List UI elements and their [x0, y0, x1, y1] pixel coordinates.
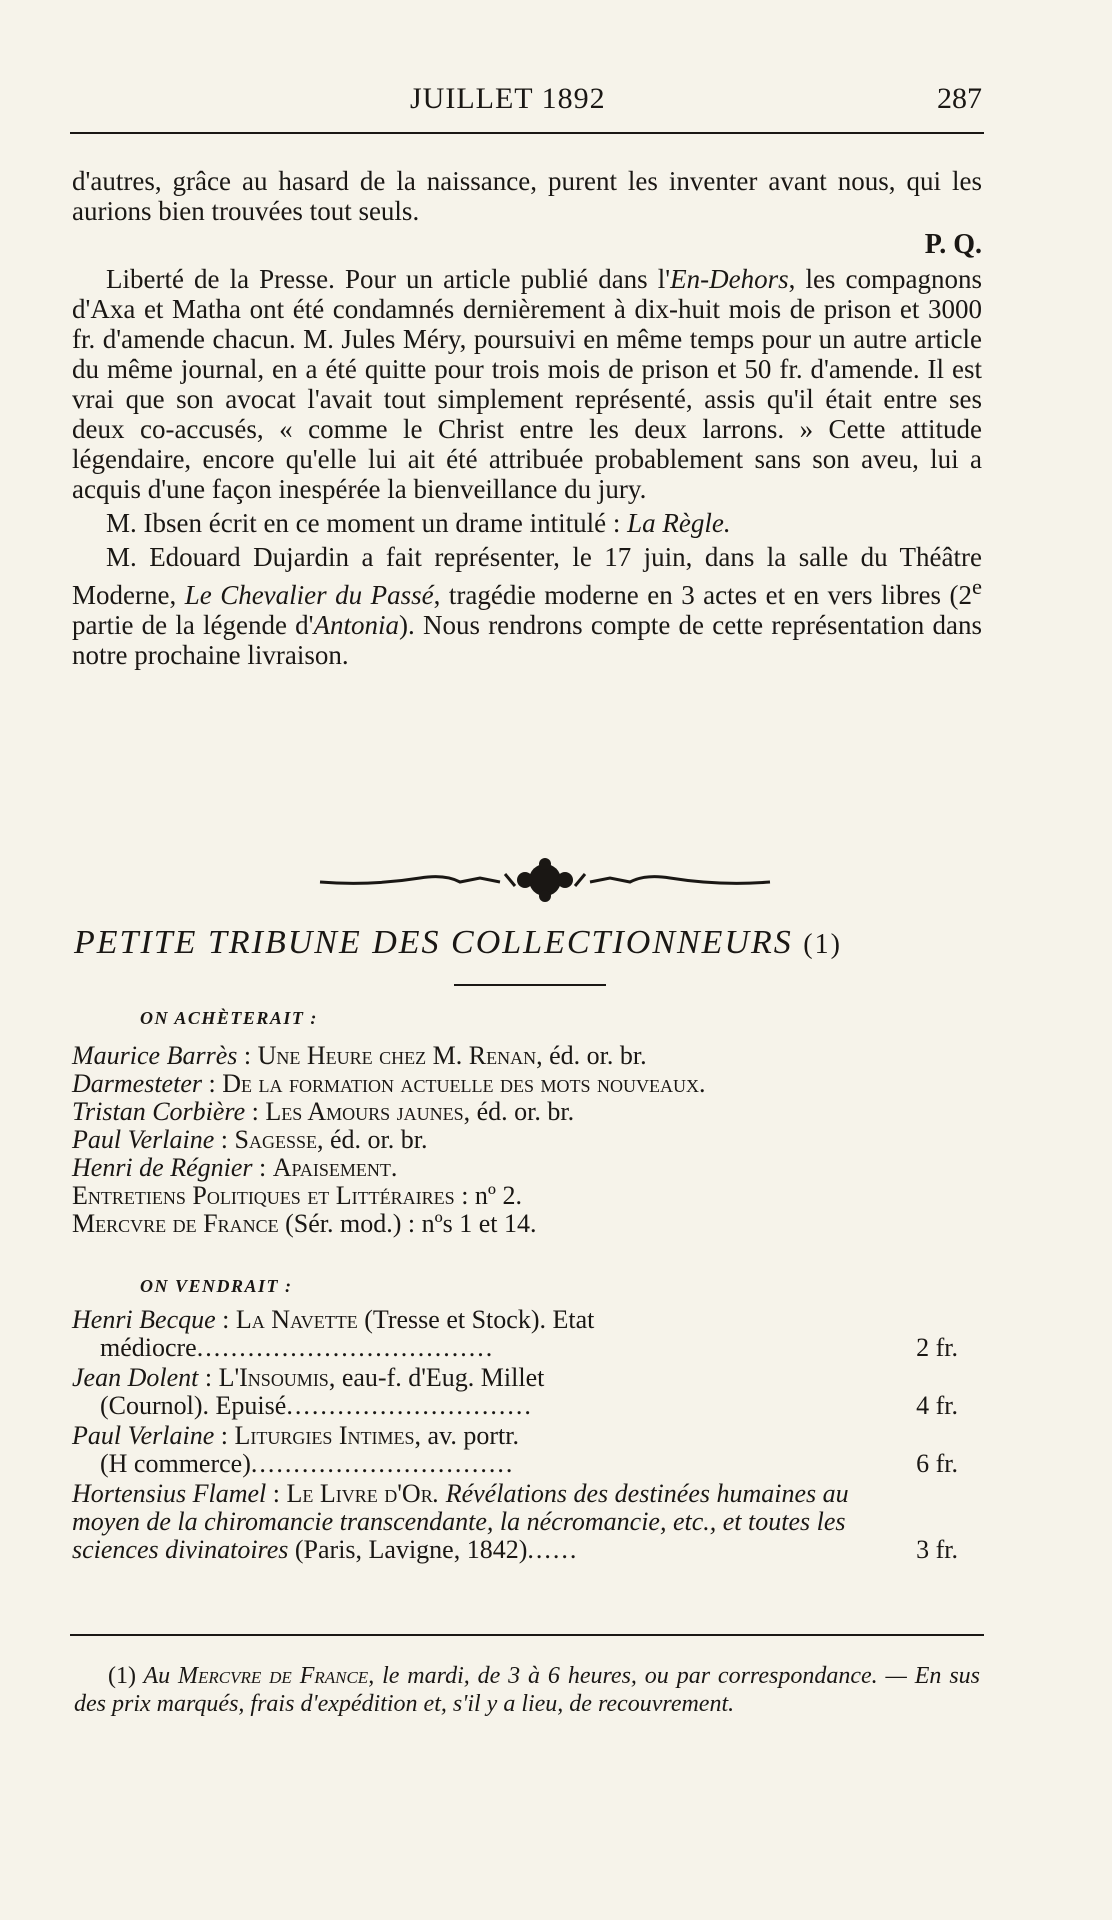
- ornament-divider-icon: [310, 856, 780, 904]
- section-title: PETITE TRIBUNE DES COLLECTIONNEURS (1): [74, 924, 842, 961]
- list-item: Henri de Régnier : Apaisement.: [72, 1153, 398, 1182]
- paragraph-signature: P. Q.: [924, 229, 982, 260]
- sell-heading: ON VENDRAIT :: [140, 1276, 293, 1296]
- journal-title: En-Dehors: [670, 264, 789, 294]
- sell-list: [72, 1306, 982, 1566]
- price: 3 fr.: [916, 1535, 958, 1564]
- legend-title: Antonia: [313, 610, 400, 640]
- price: 6 fr.: [916, 1449, 958, 1478]
- header-rule: [70, 132, 984, 134]
- paragraph-continuation: d'autres, grâce au hasard de la naissance, purent les inventer avant nous, qui les aurions bien trouvées tout seuls.: [72, 166, 982, 226]
- paragraph-press-freedom: Liberté de la Presse. Pour un article publié dans l'En-Dehors, les compagnons d'Axa et Matha ont été condamnés dernièrement à dix-huit mois de prison et 3000 fr. d'amende chacun. M. Jules Méry, poursuivi en même temps pour un autre article du même journal, en a été quitte pour trois mois de prison et 50 fr. d'amende. Il est vrai que son avocat l'avait tout simplement représenté, assis qu'il était entre ses deux co-accusés, « comme le Christ entre les deux larrons. » Cette attitude légendaire, encore qu'elle lui ait été attribuée probablement sans son aveu, lui a acquis d'une façon inespérée la bienveillance du jury.: [72, 264, 982, 504]
- price: 4 fr.: [916, 1391, 958, 1420]
- footnote-number: (1): [108, 1663, 136, 1689]
- list-item: Maurice Barrès : Une Heure chez M. Renan, éd. or. br.: [72, 1041, 647, 1070]
- footnote: (1) Au Mercvre de France, le mardi, de 3 à 6 heures, ou par correspondance. — En sus des prix marqués, frais d'expédition et, s'il y a lieu, de recouvrement.: [74, 1663, 981, 1717]
- buy-heading: ON ACHÈTERAIT :: [140, 1008, 318, 1028]
- footnote-reference: (1): [803, 929, 842, 960]
- play-title: La Règle.: [627, 508, 731, 538]
- running-header: [72, 82, 982, 122]
- page-number: 287: [937, 82, 982, 115]
- paragraph-dujardin: M. Edouard Dujardin a fait représenter, le 17 juin, dans la salle du Théâtre Moderne, Le Chevalier du Passé, tragédie moderne en 3 actes et en vers libres (2e partie de la légende d'Antonia). Nous rendrons compte de cette représentation dans notre prochaine livraison.: [72, 542, 982, 670]
- footnote-rule: [70, 1634, 984, 1636]
- list-item: Mercvre de France (Sér. mod.) : nºs 1 et 14.: [72, 1209, 537, 1238]
- list-item: Tristan Corbière : Les Amours jaunes, éd. or. br.: [72, 1097, 575, 1126]
- play-title: Le Chevalier du Passé: [184, 580, 434, 610]
- list-item: Henri Becque : La Navette (Tresse et Stock). Etat médiocre................................... 2 fr.: [72, 1305, 958, 1362]
- running-title: JUILLET 1892: [410, 82, 606, 115]
- buy-list: [72, 1042, 992, 1238]
- list-item: Entretiens Politiques et Littéraires : nº 2.: [72, 1181, 522, 1210]
- list-item: Paul Verlaine : Sagesse, éd. or. br.: [72, 1125, 428, 1154]
- price: 2 fr.: [916, 1333, 958, 1362]
- list-item: Darmesteter : De la formation actuelle des mots nouveaux.: [72, 1069, 706, 1098]
- title-rule: [454, 984, 606, 986]
- list-item: Paul Verlaine : Liturgies Intimes, av. portr. (H commerce)............................... 6 fr.: [72, 1421, 958, 1478]
- body-text: [72, 166, 982, 674]
- list-item: Hortensius Flamel : Le Livre d'Or. Révélations des destinées humaines au moyen de la chiromancie transcendante, la nécromancie, etc., et toutes les sciences divinatoires (Paris, Lavigne, 1842)...... 3 fr.: [72, 1479, 958, 1564]
- list-item: Jean Dolent : L'Insoumis, eau-f. d'Eug. Millet (Cournol). Epuisé............................. 4 fr.: [72, 1363, 958, 1420]
- paragraph-ibsen: M. Ibsen écrit en ce moment un drame intitulé : La Règle.: [106, 508, 731, 538]
